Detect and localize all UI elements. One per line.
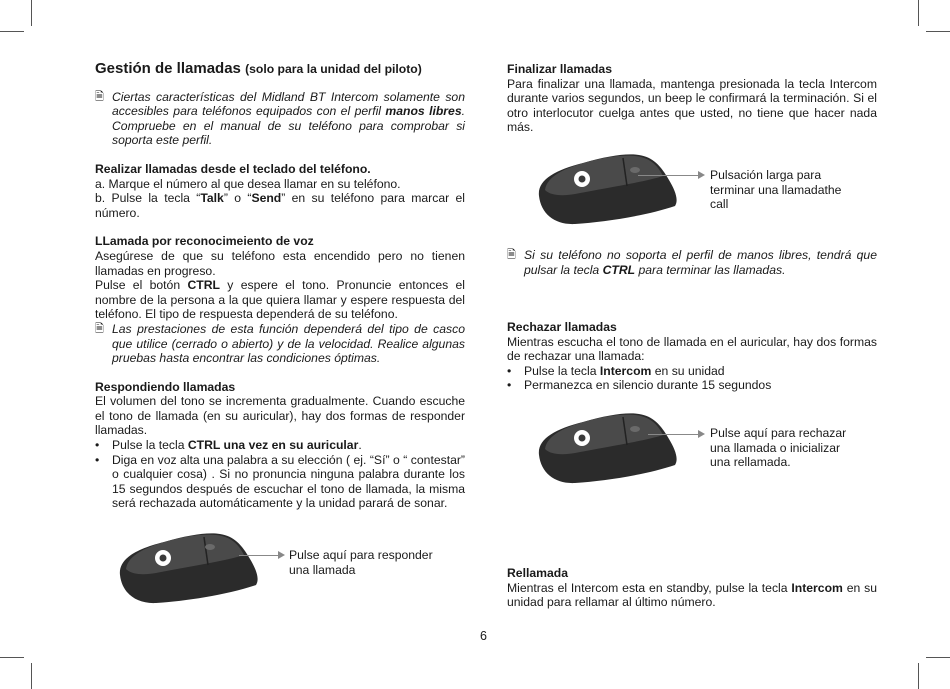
text: ” en su teléfono para marcar el número. (95, 191, 465, 220)
answer-list (95, 438, 465, 511)
list-item (507, 378, 877, 393)
keypad-line-a: a. Marque el número al que desea llamar en su teléfono. (95, 176, 401, 191)
voice-note (95, 322, 465, 366)
answer-callout (289, 548, 433, 577)
list-item (507, 364, 877, 379)
ctrl-key: CTRL (187, 278, 220, 293)
text: y espere el tono. Pronuncie entonces el nombre de la persona a la que quiera llamar y espere respuesta del teléfono. El tipo de respuesta dependerá de su teléfono. (95, 278, 465, 322)
end-callout (710, 168, 841, 212)
left-column (95, 62, 465, 511)
crop-mark (31, 0, 32, 26)
end-note (507, 248, 877, 277)
callout-line-3: una rellamada. (710, 455, 791, 470)
answer-p1: El volumen del tono se incrementa gradualmente. Cuando escuche el tono de llamada (en su auricular), hay dos formas de responder llamadas. (95, 394, 465, 438)
right-column (507, 62, 877, 135)
intercom-key: Intercom (599, 363, 652, 378)
crop-mark (31, 663, 32, 689)
crop-mark (918, 0, 919, 26)
callout-line (638, 175, 699, 176)
intercom-device-image (116, 527, 266, 607)
page-title (95, 62, 465, 77)
reject-heading: Rechazar llamadas (507, 320, 617, 334)
note-icon: 🗎 (95, 322, 104, 335)
redial-heading: Rellamada (507, 566, 568, 580)
text: . (358, 438, 362, 453)
bullet-icon: • (507, 363, 512, 378)
note-icon: 🗎 (95, 90, 104, 103)
send-key: Send (251, 191, 282, 206)
arrow-icon (698, 430, 705, 438)
note-text: Ciertas características del Midland BT Intercom solamente son accesibles para teléfonos equipados con el perfil (112, 89, 465, 119)
end-note-block (507, 248, 877, 277)
bullet-icon: • (95, 438, 100, 453)
answer-heading: Respondiendo llamadas (95, 379, 236, 394)
arrow-icon (698, 171, 705, 179)
callout-line (239, 555, 279, 556)
reject-p1: Mientras escucha el tono de llamada en el auricular, hay dos formas de rechazar una llamada: (507, 334, 877, 364)
keypad-line-b (95, 191, 465, 220)
text: para terminar las llamadas. (635, 262, 786, 277)
page-number: 6 (480, 629, 487, 643)
bullet-icon: • (507, 378, 512, 393)
end-p1: Para finalizar una llamada, mantenga presionada la tecla Intercom durante varios segundos, un beep le confirmará la terminación. Si el otro interlocutor cuelga antes que usted, no tiene que hacer nada más. (507, 76, 877, 135)
intercom-key: Intercom (791, 580, 843, 595)
ctrl-key: CTRL (602, 262, 636, 277)
title-note: (solo para la unidad del piloto) (245, 62, 422, 76)
callout-line-2: una llamada o inicializar (710, 440, 841, 455)
callout-line-1: Pulsación larga para (710, 168, 822, 182)
callout-line-1: Pulse aquí para responder (289, 548, 433, 562)
intercom-device-image (535, 148, 685, 228)
text: en su unidad para rellamar al último número. (507, 580, 877, 610)
callout-line-3: call (710, 197, 729, 212)
redial-p1 (507, 581, 877, 610)
bullet-icon: • (95, 452, 100, 467)
text: Permanezca en silencio durante 15 segundos (524, 378, 772, 393)
text: Pulse la tecla (524, 363, 600, 378)
end-heading: Finalizar llamadas (507, 62, 612, 76)
crop-mark (926, 657, 950, 658)
voice-p2 (95, 278, 465, 322)
text: Diga en voz alta una palabra a su elección ( ej. “Sí” o “ contestar” o cualquier cosa) . Si no pronuncia ninguna palabra durante los 15 segundos después de escuchar el tono de llamada, la misma será rechazada automáticamente y la unidad parará de sonar. (112, 452, 465, 511)
text: en su unidad (651, 363, 725, 378)
text: Mientras el Intercom esta en standby, pulse la tecla (507, 580, 792, 595)
text: Pulse el botón (95, 278, 188, 293)
voice-heading: LLamada por reconocimeiento de voz (95, 234, 314, 249)
voice-p1: Asegúrese de que su teléfono esta encendido pero no tienen llamadas en progreso. (95, 248, 465, 278)
callout-line-2: una llamada (289, 562, 356, 577)
callout-line-2: terminar una llamadathe (710, 182, 842, 197)
reject-list (507, 364, 877, 393)
note-icon: 🗎 (507, 249, 516, 261)
note-bold: manos libres (385, 104, 462, 119)
text: Si su teléfono no soporta el perfil de manos libres, tendrá que pulsar la tecla (524, 248, 877, 277)
title-text: Gestión de llamadas (95, 60, 241, 77)
text: b. Pulse la tecla “ (95, 191, 201, 206)
profile-note (95, 90, 465, 148)
bold-text: CTRL una vez en su auricular (187, 438, 359, 453)
text: Pulse la tecla (112, 438, 188, 453)
note-text: . Compruebe en el manual de su teléfono para comprobar si soporta este perfil. (112, 104, 466, 148)
callout-line-1: Pulse aquí para rechazar (710, 426, 847, 440)
crop-mark (0, 31, 24, 32)
intercom-device-image (535, 407, 685, 487)
callout-line (648, 434, 699, 435)
arrow-icon (278, 551, 285, 559)
crop-mark (926, 31, 950, 32)
crop-mark (0, 657, 24, 658)
reject-block (507, 320, 877, 393)
reject-callout (710, 426, 846, 470)
text: ” o “ (223, 191, 252, 206)
crop-mark (918, 663, 919, 689)
list-item (95, 453, 465, 511)
redial-block (507, 566, 877, 610)
keypad-heading: Realizar llamadas desde el teclado del teléfono. (95, 161, 371, 176)
list-item (95, 438, 465, 453)
talk-key: Talk (200, 191, 224, 206)
note-text: Las prestaciones de esta función dependerá del tipo de casco que utilice (cerrado o abierto) y de la velocidad. Realice algunas pruebas hasta encontrar las condiciones óptimas. (112, 321, 465, 366)
